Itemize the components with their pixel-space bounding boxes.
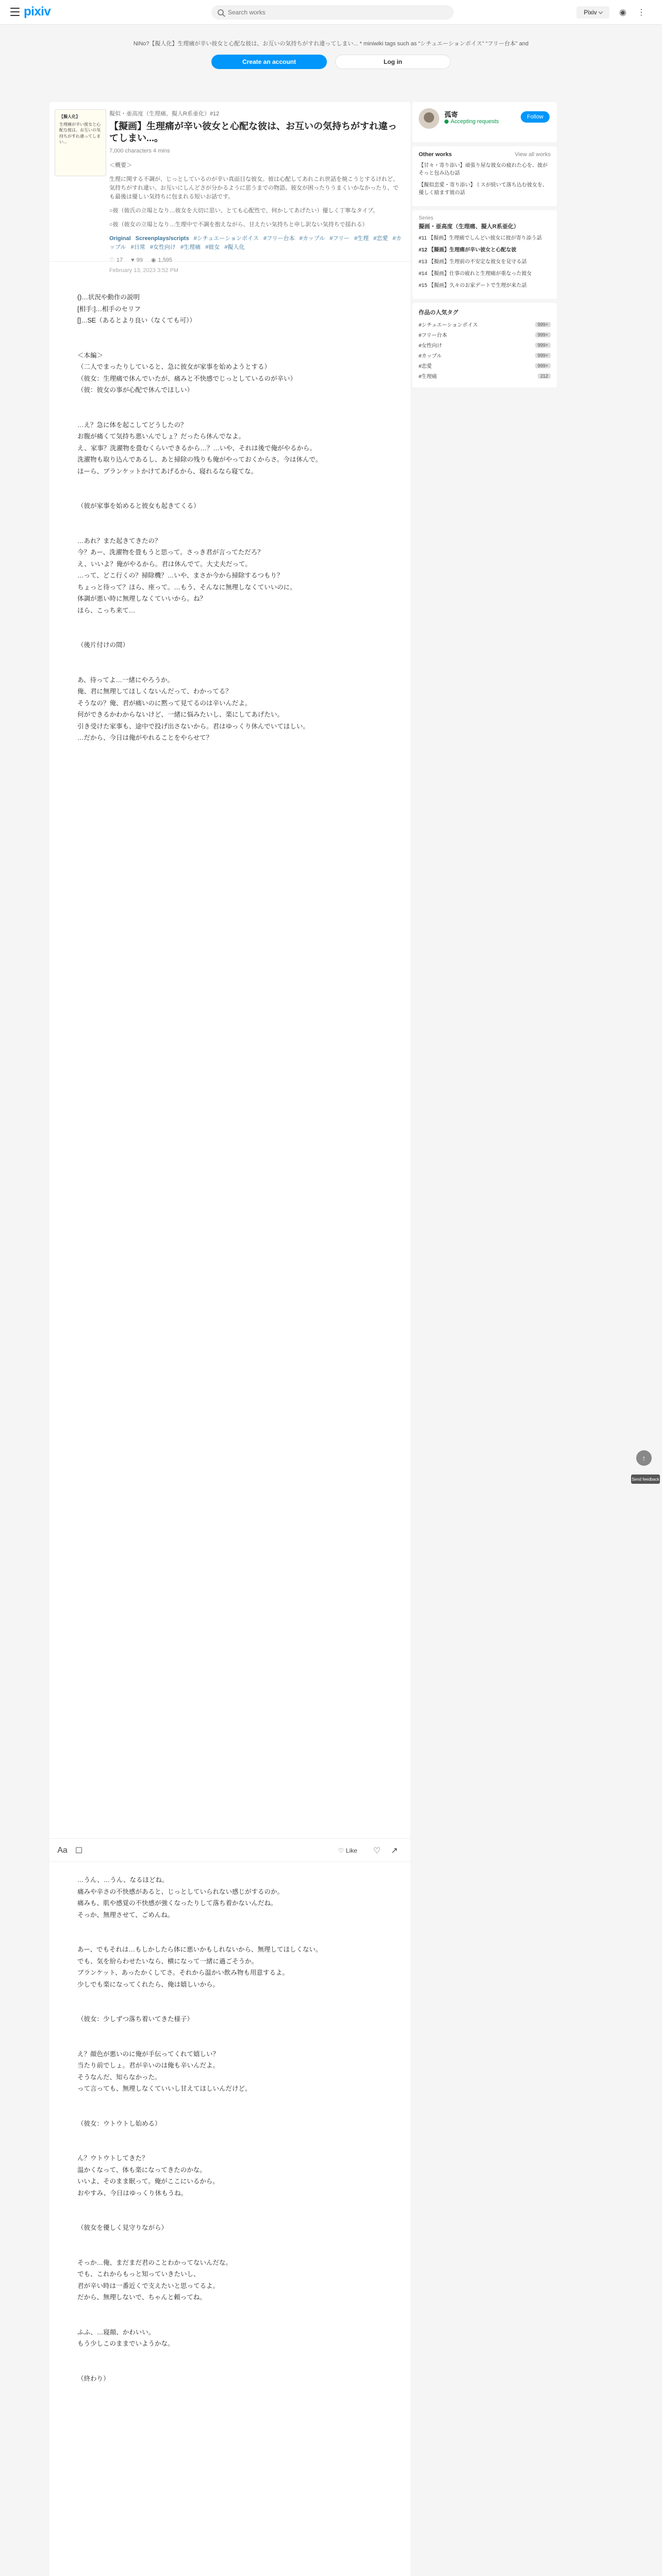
work-header bbox=[49, 102, 410, 274]
series-item[interactable]: #15 【擬画】久々のお家デートで生理が来た話 bbox=[419, 283, 527, 289]
popular-tags-panel bbox=[412, 303, 557, 387]
tag-link[interactable]: #日常 bbox=[130, 244, 145, 250]
view-stat bbox=[151, 257, 172, 263]
series-item[interactable]: #13 【擬画】生理前の不安定な彼女を見守る話 bbox=[419, 259, 527, 265]
cover-text: 生理痛が辛い彼女と心配な彼は、お互いの気持ちがすれ違ってしまい... bbox=[59, 122, 101, 144]
post-date: February 13, 2023 3:52 PM bbox=[109, 267, 178, 274]
bookmark-stat bbox=[131, 257, 143, 263]
popular-tag-row[interactable] bbox=[419, 341, 551, 349]
work-stats bbox=[109, 257, 403, 263]
series-link[interactable]: 擬似・亜高度（生理痛、擬人R系亜化）#12 bbox=[109, 111, 220, 117]
series-item[interactable]: #11 【擬画】生理痛でしんどい彼女に彼が寄り添う話 bbox=[419, 235, 542, 241]
like-count: 17 bbox=[116, 257, 123, 263]
popular-tag-row[interactable] bbox=[419, 331, 551, 338]
tag-name: #カップル bbox=[419, 353, 442, 359]
other-work-link[interactable]: 【擬似恋愛・寄り添い】ミスが続いて落ち込む彼女を、優しく励ます彼の話 bbox=[419, 182, 548, 196]
sidebar bbox=[412, 102, 557, 387]
tag-link[interactable]: #恋愛 bbox=[373, 235, 388, 242]
author-name[interactable]: 孤寄 bbox=[444, 111, 458, 118]
search-icon bbox=[218, 9, 224, 15]
follow-button[interactable]: Follow bbox=[521, 111, 550, 123]
work-description bbox=[109, 161, 403, 229]
menu-icon[interactable] bbox=[10, 8, 20, 16]
search-box[interactable] bbox=[211, 5, 454, 20]
author-card bbox=[412, 102, 557, 142]
novel-body-part1: ()…状況や動作の説明 [相手:]…相手のセリフ []…SE（あるとより良い（なくても可）） ＜本編＞ （二人でまったりしていると、急に彼女が家事を始めようとする） （彼女：生理痛で休んでいたが、痛みと不快感でじっとしているのが辛い） （彼：彼女の事が心配で休んでほしい） …え？急に体を起こしてどうしたの？ お腹が痛くて気持ち悪いんでしょ？だったら休んでなよ。 え、家事？洗濯物を畳むくらいできるから…？…いや、それは後で俺がやるから。 洗濯物も取り込んであるし、あと掃除の残りも俺がやっておくからさ。今は休んで。 ほーら、ブランケットかけてあげるから、寝れるなら寝てな。 （彼が家事を始めると彼女も起きてくる） …あれ？また起きてきたの？ 今？あー、洗濯物を畳もうと思って。さっき君が言ってただろ？ え、いいよ？俺がやるから。君は休んでて。大丈夫だって。 …って、どこ行くの？掃除機？…いや、まさか今から掃除するつもり？ ちょっと待って？ほら、座って。…もう、そんなに無理しなくていいのに。 体調が悪い時に無理しなくていいから。ね？ ほら、こっち来て… （後片付けの間） あ、待ってよ…一緒にやろうか。 俺、君に無理してほしくないんだって、わかってる？ そうなの？俺、君が痛いのに黙って見てるのは辛いんだよ。 何ができるかわからないけど、一緒に悩みたいし、楽にしてあげたい。 引き受けた家事も、途中で投げ出さないから。君はゆっくり休んでいてほしい。 …だから、今日は俺がやれることをやらせて？ bbox=[77, 294, 322, 741]
popular-tag-row[interactable] bbox=[419, 320, 551, 328]
popular-tags-header bbox=[419, 308, 551, 316]
tag-name: #フリー台本 bbox=[419, 333, 448, 338]
tag-link[interactable]: Original bbox=[109, 235, 131, 242]
cover-image[interactable] bbox=[55, 109, 106, 176]
tag-name: #恋愛 bbox=[419, 364, 432, 369]
description-line: ＜概要＞ bbox=[109, 162, 132, 168]
status-dot-icon bbox=[444, 120, 449, 124]
notification-icon[interactable]: ◉ bbox=[619, 8, 626, 17]
popular-tag-row[interactable] bbox=[419, 351, 551, 359]
tag-count: 999+ bbox=[535, 332, 551, 337]
view-all-link[interactable]: View all works bbox=[515, 151, 551, 158]
description-line: ○彼（彼女の立場となり…生理中で不調を抱えながら、甘えたい気持ちと申し訳ない気持ちで揺れる） bbox=[109, 222, 368, 228]
login-button[interactable]: Log in bbox=[335, 55, 451, 69]
description-line: ○彼（彼氏の立場となり…彼女を大切に思い、とても心配性で、何かしてあげたい）優しく丁寧なタイプ。 bbox=[109, 207, 378, 214]
tag-link[interactable]: #カップル bbox=[109, 235, 402, 250]
tag-link[interactable]: #生理 bbox=[354, 235, 369, 242]
tag-link[interactable]: #生理痛 bbox=[180, 244, 201, 250]
bookmark-count: 99 bbox=[136, 257, 143, 263]
bookmark-icon: ♥ bbox=[131, 257, 135, 263]
tag-name: #女性向け bbox=[419, 343, 442, 349]
share-icon[interactable]: ↗ bbox=[391, 1846, 398, 1855]
request-status bbox=[444, 118, 499, 125]
tag-count: 999+ bbox=[535, 322, 551, 327]
language-select[interactable] bbox=[576, 6, 609, 19]
tag-count: 212 bbox=[538, 374, 551, 379]
cover-title: 【擬人化】 bbox=[59, 114, 80, 119]
novel-body-part2: …うん、…うん、なるほどね。 痛みや辛さの不快感があると、じっとしていられない感じがするのか。 痛みも、肌や感覚の不快感が強くなったりして落ち着かないんだね。 そっか、無理させて、ごめんね。 あー、でもそれは…もしかしたら体に悪いかもしれないから、無理してほしくない。 でも、気を紛らわせたいなら、横になって一緒に過ごそうか。 ブランケット、あったかくしてさ。それから温かい飲み物も用意するよ。 少しでも楽になってくれたら、俺は嬉しいから。 （彼女：少しずつ落ち着いてきた様子） え？顔色が悪いのに俺が手伝ってくれて嬉しい？ 当たり前でしょ。君が辛いのは俺も辛いんだよ。 そうなんだ、知らなかった。 って言っても、無理しなくていいし甘えてほしいんだけど。 （彼女：ウトウトし始める） ん？ウトウトしてきた？ 温かくなって、体も楽になってきたのかな。 いいよ、そのまま眠って。俺がここにいるから。 おやすみ、今日はゆっくり休もうね。 （彼女を優しく見守りながら） そっか…俺、まだまだ君のことわかってないんだな。 でも、これからもっと知っていきたいし、 君が辛い時は一番近くで支えたいと思ってるよ。 だから、無理しないで、ちゃんと頼ってね。 ふふ、…寝顔、かわいい。 もう少しこのままでいようかな。 （終わり） bbox=[77, 1876, 322, 2382]
popular-tag-row[interactable] bbox=[419, 372, 551, 380]
feedback-button[interactable]: Send feedback bbox=[631, 1475, 660, 1484]
account-buttons bbox=[0, 55, 662, 69]
language-label: Pixiv bbox=[584, 9, 597, 16]
popular-tags-heading: 作品の人気タグ bbox=[419, 310, 458, 316]
tag-link[interactable]: #擬人化 bbox=[224, 244, 245, 250]
work-tags bbox=[109, 234, 403, 251]
more-icon[interactable]: ⋮ bbox=[637, 8, 646, 17]
like-label: Like bbox=[345, 1847, 357, 1854]
scroll-top-button[interactable]: ↑ bbox=[636, 1450, 652, 1466]
other-works-header bbox=[419, 151, 551, 158]
series-title[interactable]: 擬画・亜高度（生理痛、擬人R系亜化） bbox=[419, 224, 519, 230]
heart-icon: ♡ bbox=[338, 1847, 344, 1854]
pixiv-logo[interactable]: pixiv bbox=[24, 5, 51, 19]
description-line: 生理に関する不調が、じっとしているのが辛い真面目な彼女。彼は心配してあれこれ世話を焼こうとするけれど、気持ちがすれ違い、お互いにしんどさが分かるように思うまでの物語。彼女が困ったりうまくいかなかったり、でも最後は優しい気持ちに包まれる短いお話です。 bbox=[109, 176, 399, 200]
series-panel bbox=[412, 210, 557, 299]
search-input[interactable] bbox=[228, 9, 444, 16]
tag-link[interactable]: #シチュエーションボイス bbox=[193, 235, 259, 242]
other-works-heading: Other works bbox=[419, 151, 452, 158]
avatar[interactable] bbox=[419, 108, 439, 129]
tag-link[interactable]: Screenplays/scripts bbox=[135, 235, 189, 242]
chevron-down-icon bbox=[598, 9, 602, 13]
tag-link[interactable]: #フリー台本 bbox=[263, 235, 295, 242]
tag-link[interactable]: #彼女 bbox=[205, 244, 220, 250]
tag-link[interactable]: #カップル bbox=[299, 235, 325, 242]
heart-icon: ♡ bbox=[109, 257, 114, 264]
reader-toolbar bbox=[49, 1838, 410, 1862]
top-banner bbox=[0, 25, 662, 69]
bookmark-outline-icon[interactable]: ☐ bbox=[75, 1846, 83, 1855]
tag-link[interactable]: #フリー bbox=[329, 235, 350, 242]
other-works-panel bbox=[412, 146, 557, 206]
like-stat bbox=[109, 257, 123, 263]
series-item[interactable]: #14 【擬画】仕事の疲れと生理痛が重なった彼女 bbox=[419, 271, 532, 277]
eye-icon: ◉ bbox=[151, 257, 156, 264]
character-count: 7,000 characters 4 mins bbox=[109, 147, 170, 154]
heart-outline-icon[interactable]: ♡ bbox=[373, 1846, 381, 1855]
tag-count: 999+ bbox=[535, 353, 551, 358]
work-title: 【擬画】生理痛が辛い彼女と心配な彼は、お互いの気持ちがすれ違ってしまい...。 bbox=[109, 121, 397, 144]
other-work-link[interactable]: 【甘々・寄り添い】頑張り屋な彼女の疲れた心を、彼がそっと包み込む話 bbox=[419, 163, 548, 176]
like-button[interactable] bbox=[338, 1845, 357, 1856]
work-meta bbox=[109, 109, 403, 274]
view-count: 1,595 bbox=[158, 257, 173, 263]
tag-count: 999+ bbox=[535, 363, 551, 368]
novel-main bbox=[49, 102, 410, 2576]
font-size-icon[interactable]: Aa bbox=[57, 1846, 68, 1855]
create-account-button[interactable]: Create an account bbox=[211, 55, 327, 69]
popular-tag-row[interactable] bbox=[419, 362, 551, 369]
work-tags-line: NiNo?【擬人化】生理痛が辛い彼女と心配な彼は、お互いの気持ちがすれ違ってしまい... * miniwiki tags such as “シチュエーションボイス” “フリー台本” and bbox=[133, 41, 529, 47]
series-item[interactable]: #12 【擬画】生理痛が辛い彼女と心配な彼 bbox=[419, 247, 517, 253]
tag-name: #生理痛 bbox=[419, 374, 437, 380]
request-status-label: Accepting requests bbox=[451, 118, 499, 125]
tag-name: #シチュエーションボイス bbox=[419, 323, 478, 328]
top-header bbox=[0, 0, 662, 25]
tag-count: 999+ bbox=[535, 343, 551, 348]
series-label: Series bbox=[419, 215, 434, 221]
tag-link[interactable]: #女性向け bbox=[150, 244, 176, 250]
